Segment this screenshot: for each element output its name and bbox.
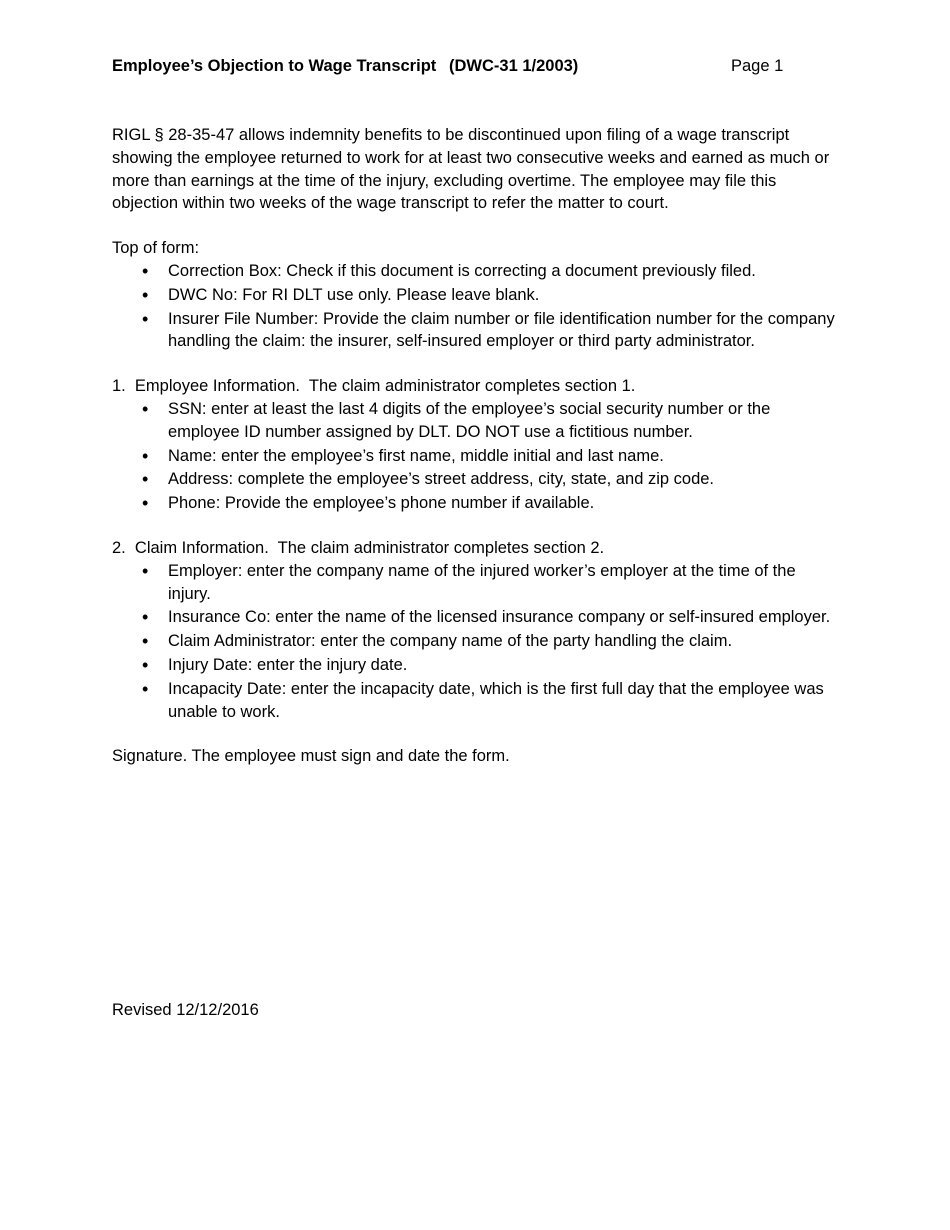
list-item-injury-date: • Injury Date: enter the injury date.: [168, 654, 842, 677]
list-item-employer: • Employer: enter the company name of the injured worker’s employer at the time of the injury.: [168, 560, 842, 606]
page-header: [112, 57, 812, 79]
top-of-form-heading: Top of form:: [112, 239, 200, 258]
section-1-heading: 1. Employee Information. The claim administrator completes section 1.: [112, 377, 636, 396]
list-item-insurer-file-number: • Insurer File Number: Provide the claim number or file identification number for the company handling the claim: the insurer, self-insured employer or third party administrator.: [168, 308, 842, 354]
top-of-form-list: [112, 260, 842, 353]
section-2-list: [112, 560, 842, 724]
list-item-ssn: • SSN: enter at least the last 4 digits of the employee’s social security number or the employee ID number assigned by DLT. DO NOT use a fictitious number.: [168, 398, 842, 444]
revised-date: Revised 12/12/2016: [112, 1001, 259, 1019]
list-item-name: • Name: enter the employee’s first name, middle initial and last name.: [168, 445, 842, 468]
list-item-phone: • Phone: Provide the employee’s phone number if available.: [168, 492, 842, 515]
list-item-address: • Address: complete the employee’s street address, city, state, and zip code.: [168, 468, 842, 491]
list-item-insurance-co: • Insurance Co: enter the name of the licensed insurance company or self-insured employer.: [168, 606, 842, 629]
list-item-dwc-no: • DWC No: For RI DLT use only. Please leave blank.: [168, 284, 842, 307]
document-body: [112, 124, 842, 768]
document-title: Employee’s Objection to Wage Transcript: [112, 57, 437, 75]
list-item-incapacity-date: • Incapacity Date: enter the incapacity date, which is the first full day that the employee was unable to work.: [168, 678, 842, 724]
section-2-heading: 2. Claim Information. The claim administrator completes section 2.: [112, 538, 605, 557]
page-number: Page 1: [731, 57, 784, 75]
form-code: (DWC-31 1/2003): [449, 57, 579, 75]
list-item-claim-administrator: • Claim Administrator: enter the company name of the party handling the claim.: [168, 630, 842, 653]
list-item-correction-box: • Correction Box: Check if this document is correcting a document previously filed.: [168, 260, 842, 283]
intro-paragraph: RIGL § 28-35-47 allows indemnity benefits to be discontinued upon filing of a wage transcript showing the employee returned to work for at least two consecutive weeks and earned as much or more than earnings at the time of the injury, excluding overtime. The employee may file this objection within two weeks of the wage transcript to refer the matter to court.: [112, 126, 830, 213]
signature-instruction: Signature. The employee must sign and date the form.: [112, 747, 510, 766]
section-1-list: [112, 398, 842, 515]
